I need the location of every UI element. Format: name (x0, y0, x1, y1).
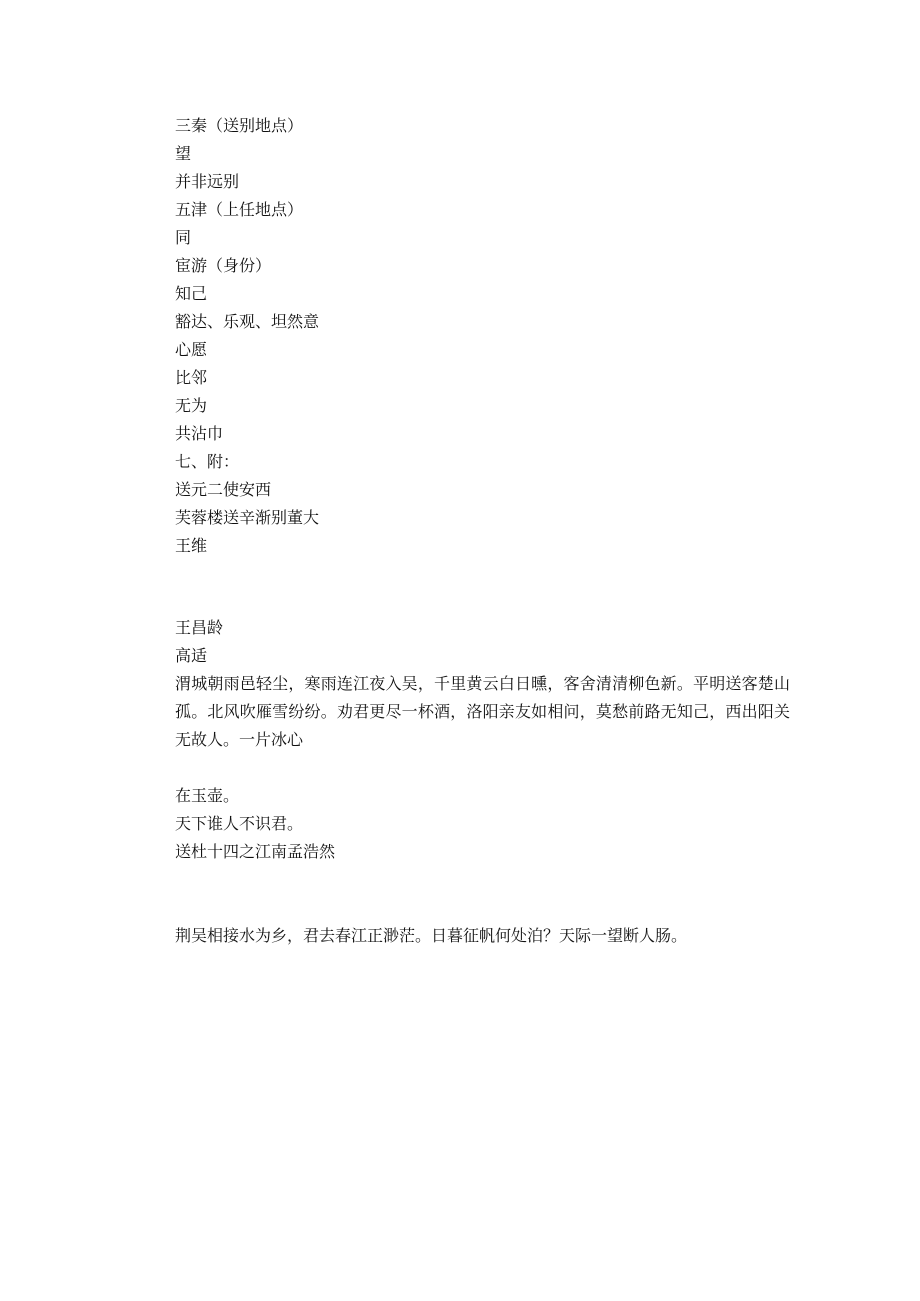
poem-author: 高适 (175, 646, 208, 665)
note-line: 知己 (175, 284, 208, 303)
note-line: 并非远别 (175, 172, 240, 191)
poem-author: 王昌龄 (175, 618, 224, 637)
note-line: 五津（上任地点） (175, 200, 304, 219)
final-poem-text: 荆吴相接水为乡，君去春江正渺茫。日暮征帆何处泊？天际一望断人肠。 (175, 926, 688, 945)
note-line: 共沾巾 (175, 424, 224, 443)
note-line: 豁达、乐观、坦然意 (175, 312, 320, 331)
note-line: 三秦（送别地点） (175, 116, 304, 135)
poem-title: 送元二使安西 (175, 480, 272, 499)
poem-title: 芙蓉楼送辛渐别董大 (175, 508, 320, 527)
poem-line: 天下谁人不识君。 (175, 814, 304, 833)
note-line: 比邻 (175, 368, 208, 387)
poem-author: 王维 (175, 536, 208, 555)
poem-title: 送杜十四之江南孟浩然 (175, 842, 336, 861)
note-line: 无为 (175, 396, 208, 415)
note-line: 同 (175, 228, 192, 247)
section-heading: 七、附： (175, 452, 240, 471)
note-line: 心愿 (175, 340, 208, 359)
poem-line: 在玉壶。 (175, 786, 240, 805)
poem-text: 渭城朝雨邑轻尘，寒雨连江夜入吴，千里黄云白日曛，客舍清清柳色新。平明送客楚山孤。北风吹雁雪纷纷。劝君更尽一杯酒，洛阳亲友如相问，莫愁前路无知己，西出阳关无故人。一片冰心 (175, 674, 790, 749)
note-line: 宦游（身份） (175, 256, 272, 275)
note-line: 望 (175, 144, 192, 163)
